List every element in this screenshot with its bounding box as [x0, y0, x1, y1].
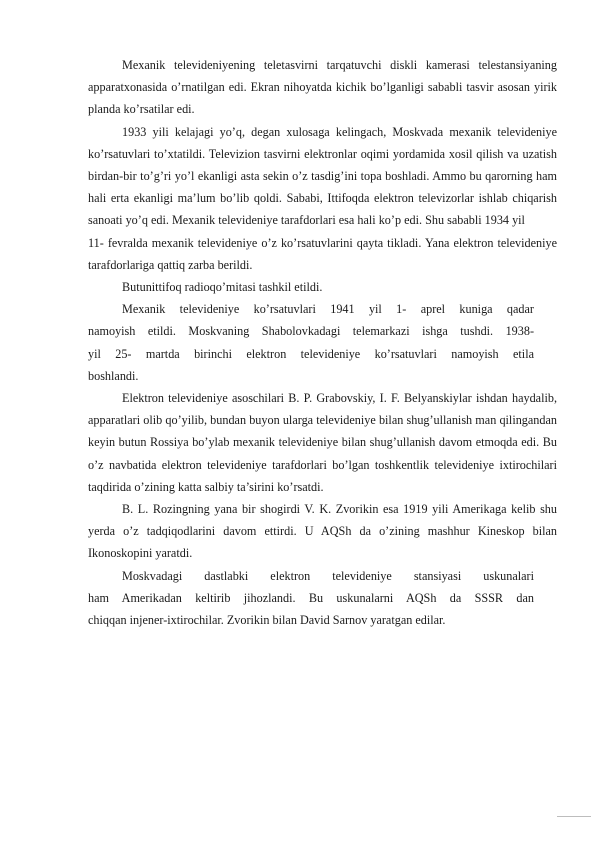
- document-page: [88, 54, 557, 631]
- paragraph-boshlandi-line: boshlandi.: [88, 368, 139, 383]
- paragraph-1941-line: Mexanik televideniye ko’rsatuvlari 1941 yil 1- aprel kuniga qadar: [122, 302, 534, 317]
- paragraph-inventors-line: chiqqan injener-ixtirochilar. Zvorikin bilan David Sarnov yaratgan edilar.: [88, 613, 446, 628]
- paragraph-1938-line: yil 25- martda birinchi elektron televideniye ko’rsatuvlari namoyish etila: [88, 346, 534, 361]
- corner-divider: [557, 816, 591, 817]
- paragraph-zvorikin-america: B. L. Rozingning yana bir shogirdi V. K. Zvorikin esa 1919 yili Amerikaga kelib shu yerda o’z tadqiqodlarini davom ettirdi. U AQSh da o’zining mashhur Kineskop bilan Ikonoskopini yaratdi.: [88, 502, 557, 561]
- paragraph-moscow-station-line: Moskvadagi dastlabki elektron televideniye stansiyasi uskunalari: [122, 568, 534, 583]
- paragraph-shabolovka-line: namoyish etildi. Moskvaning Shabolovkadagi telemarkazi ishga tushdi. 1938-: [88, 324, 534, 339]
- paragraph-mechanical-tv-camera: Mexanik televideniyening teletasvirni tarqatuvchi diskli kamerasi telestansiyaning apparatxonasida o’rnatilgan edi. Ekran nihoyatda kichik bo’lganligi sababli tasvir asosan yirik planda ko’rsatilar edi.: [88, 58, 557, 117]
- paragraph-1933-broadcast-stop: 1933 yili kelajagi yo’q, degan xulosaga kelingach, Moskvada mexanik televideniye ko’rsatuvlari to’xtatildi. Televizion tasvirni elektronlar oqimi yordamida xosil qilish va uzatish birdan-bir to’g’ri yo’l ekanligi asta sekin o’z tasdig’ini topa boshladi. Ammo bu qarorning ham hali erta ekanligi ma’lum bo’lib qoldi. Sababi, Ittifoqda elektron televizorlar ishlab chiqarish sanoati yo’q edi. Mexanik televideniye tarafdorlari esa hali ko’p edi. Shu sababli 1934 yil: [88, 124, 557, 228]
- paragraph-equipment-line: ham Amerikadan keltirib jihozlandi. Bu uskunalarni AQSh da SSSR dan: [88, 590, 534, 605]
- paragraph-1934-restart: 11- fevralda mexanik televideniye o’z ko’rsatuvlarini qayta tikladi. Yana elektron televideniye tarafdorlariga qattiq zarba berildi.: [88, 235, 557, 272]
- paragraph-radio-committee: Butunittifoq radioqo’mitasi tashkil etildi.: [122, 280, 323, 295]
- paragraph-electronic-tv-founders: Elektron televideniye asoschilari B. P. Grabovskiy, I. F. Belyanskiylar ishdan haydalib, apparatlari olib qo’yilib, bundan buyon ularga televideniye bilan shug’ullanish man qilingandan keyin butun Rossiya bo’ylab mexanik televideniye bilan shug’ullanish davom etmoqda edi. Bu o’z navbatida elektron televideniye tarafdorlari bo’lgan toshkentlik televideniye ixtirochilari taqdirida o’zining katta salbiy ta’sirini ko’rsatdi.: [88, 391, 557, 494]
